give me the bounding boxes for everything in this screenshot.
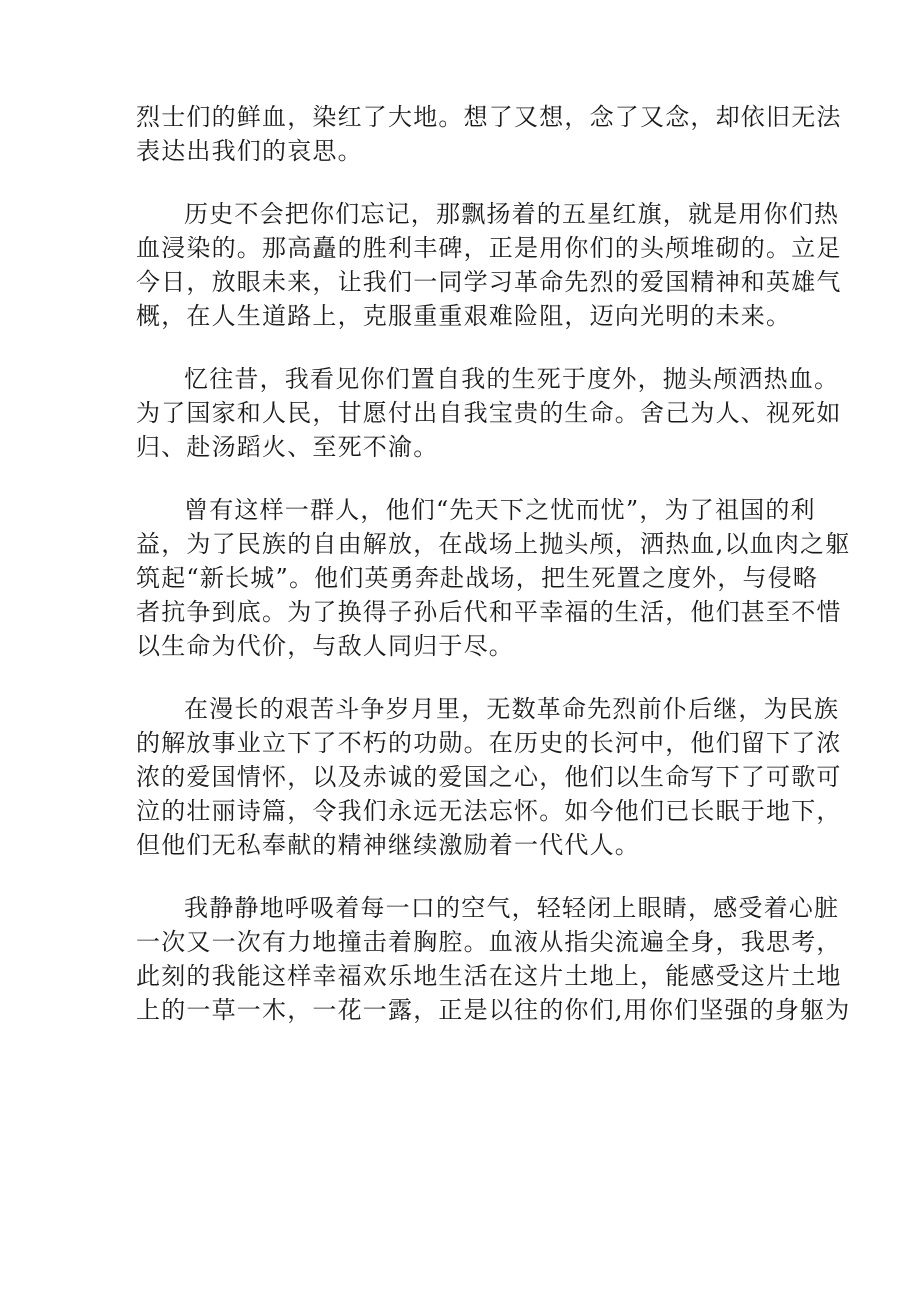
text-line: 曾有这样一群人，他们“先天下之忧而忧”，为了祖国的利 <box>184 496 816 524</box>
text-line: 血浸染的。那高矗的胜利丰碑，正是用你们的头颅堆砌的。立足 <box>136 234 842 262</box>
text-line: 泣的壮丽诗篇，令我们永远无法忘怀。如今他们已长眠于地下， <box>136 797 842 825</box>
text-line: 今日，放眼未来，让我们一同学习革命先烈的爱国精神和英雄气 <box>136 268 842 296</box>
text-line: 忆往昔，我看见你们置自我的生死于度外，抛头颅洒热血。 <box>184 365 840 393</box>
text-line: 者抗争到底。为了换得子孙后代和平幸福的生活，他们甚至不惜 <box>136 598 842 626</box>
paragraph-2 <box>136 197 842 333</box>
text-line: 但他们无私奉献的精神继续激励着一代代人。 <box>136 831 640 859</box>
text-line: 此刻的我能这样幸福欢乐地生活在这片土地上，能感受这片土地 <box>136 962 842 990</box>
text-line: 筑起“新长城”。他们英勇奔赴战场，把生死置之度外，与侵略 <box>136 564 819 592</box>
text-line: 我静静地呼吸着每一口的空气，轻轻闭上眼睛，感受着心脏 <box>184 894 840 922</box>
paragraph-4 <box>136 493 851 663</box>
document-body <box>136 100 851 1056</box>
text-line: 在漫长的艰苦斗争岁月里，无数革命先烈前仆后继，为民族 <box>184 695 840 723</box>
text-line: 的解放事业立下了不朽的功勋。在历史的长河中，他们留下了浓 <box>136 729 842 757</box>
text-line: 为了国家和人民，甘愿付出自我宝贵的生命。舍己为人、视死如 <box>136 399 842 427</box>
text-line: 上的一草一木，一花一露，正是以往的你们,用你们坚强的身躯为 <box>136 996 851 1024</box>
paragraph-5 <box>136 692 842 862</box>
paragraph-1 <box>136 100 842 168</box>
text-line: 历史不会把你们忘记，那飘扬着的五星红旗，就是用你们热 <box>184 200 840 228</box>
text-line: 归、赴汤蹈火、至死不渝。 <box>136 433 439 461</box>
text-line: 以生命为代价，与敌人同归于尽。 <box>136 632 514 660</box>
text-line: 烈士们的鲜血，染红了大地。想了又想，念了又念，却依旧无法 <box>136 103 842 131</box>
paragraph-3 <box>136 362 842 464</box>
text-line: 表达出我们的哀思。 <box>136 137 363 165</box>
text-line: 一次又一次有力地撞击着胸腔。血液从指尖流遍全身，我思考， <box>136 928 842 956</box>
paragraph-6 <box>136 891 851 1027</box>
text-line: 概，在人生道路上，克服重重艰难险阻，迈向光明的未来。 <box>136 302 792 330</box>
text-line: 浓的爱国情怀，以及赤诚的爱国之心，他们以生命写下了可歌可 <box>136 763 842 791</box>
text-line: 益，为了民族的自由解放，在战场上抛头颅，洒热血,以血肉之躯 <box>136 530 851 558</box>
